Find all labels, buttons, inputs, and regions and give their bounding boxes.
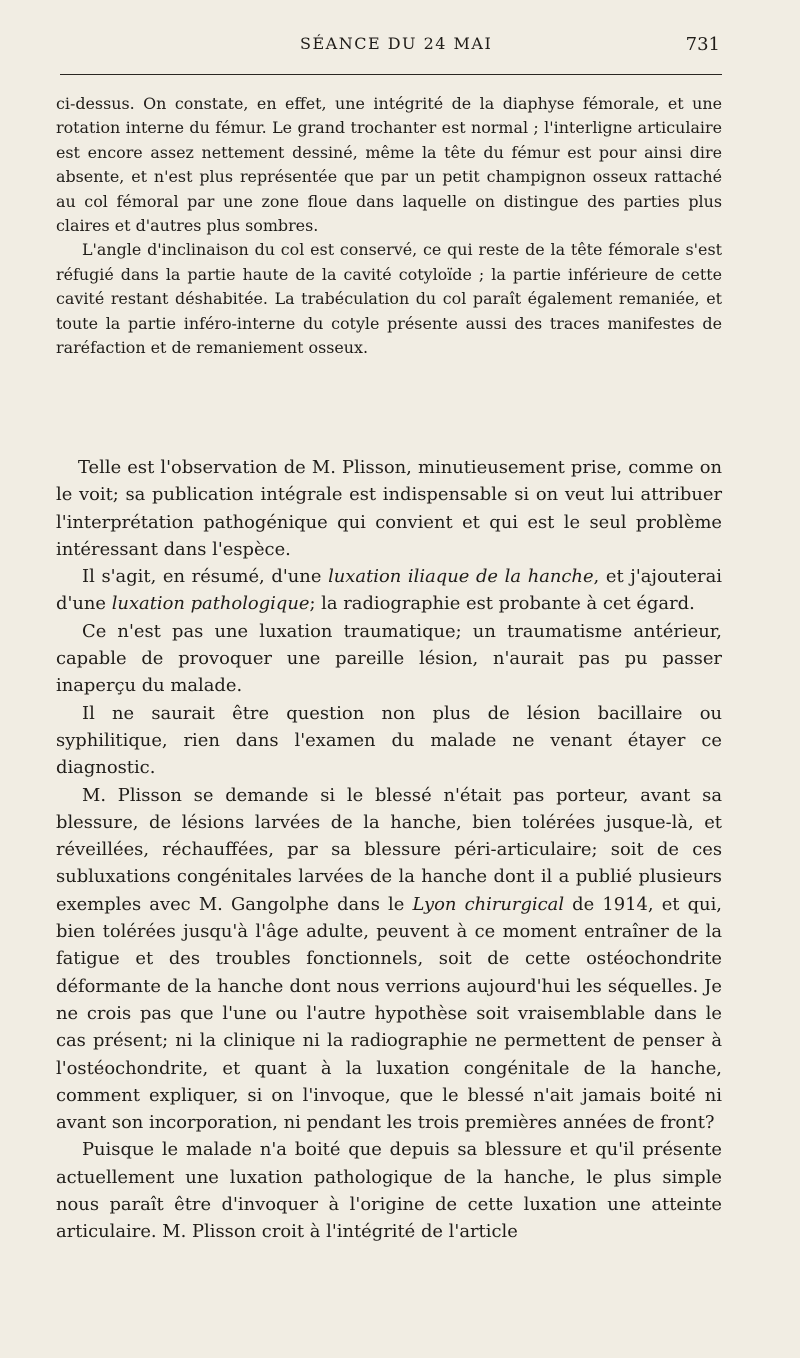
paragraph: Il ne saurait être question non plus de lésion bacillaire ou syphilitique, rien dans l'examen du malade ne venant étayer ce diagnostic. [56,702,722,779]
paragraph: Puisque le malade n'a boité que depuis sa blessure et qu'il présente actuellement une luxation pathologique de la hanche, le plus simple nous paraît être d'invoquer à l'origine de cette luxation une atteinte articulaire. M. Plisson croit à l'intégrité de l'article [56,1139,722,1243]
text-run: M. Plisson se demande si le blessé n'était pas porteur, avant sa blessure, de lésions larvées de la hanche, bien tolérées jusque-là, et réveillées, réchauffées, par sa blessure péri-articulaire; soit de ces subluxations congénitales larvées de la hanche dont il a publié plusieurs exemples avec M. Gangolphe dans le [56,784,722,915]
journal-title: Lyon chirurgical [412,893,565,915]
paragraph: Ce n'est pas une luxation traumatique; un traumatisme antérieur, capable de provoquer une pareille lésion, n'aurait pas pu passer inaperçu du malade. [56,620,722,697]
paragraph: L'angle d'inclinaison du col est conservé, ce qui reste de la tête fémorale s'est réfugié dans la partie haute de la cavité cotyloïde ; la partie inférieure de cette cavité restant déshabitée. La trabéculation du col paraît également remaniée, et toute la partie inféro-interne du cotyle présente aussi des traces manifestes de raréfaction et de remaniement osseux. [56,240,722,358]
paragraph: Telle est l'observation de M. Plisson, minutieusement prise, comme on le voit; sa publication intégrale est indispensable si on veut lui attribuer l'interprétation pathogénique qui convient et qui est le seul problème intéressant dans l'espèce. [56,457,722,560]
text-run: Il s'agit, en résumé, d'une [82,566,329,588]
running-title: SÉANCE DU 24 MAI [300,34,493,53]
paragraph [56,782,722,1137]
book-page [56,0,724,1358]
page-number: 731 [685,34,720,55]
observation-excerpt [56,92,722,360]
text-run: , et j'ajouterai d'une [56,566,722,615]
paragraph [56,563,722,618]
text-run: ; la radiographie est probante à cet égard. [309,593,695,615]
text-run: de 1914, et qui, bien tolérées jusqu'à l'âge adulte, peuvent à ce moment entraîner de la fatigue et des troubles fonctionnels, soit de cette ostéochondrite déformante de la hanche dont nous verrions aujourd'hui les séquelles. Je ne crois pas que l'une ou l'autre hypothèse soit vraisemblable dans le cas présent; ni la clinique ni la radiographie ne permettent de penser à l'ostéochondrite, et quant à la luxation congénitale de la hanche, comment expliquer, si on l'invoque, que le blessé n'ait jamais boité ni avant son incorporation, ni pendant les trois premières années de front? [56,893,722,1134]
page-header [56,34,720,58]
header-rule [60,74,722,75]
main-text [56,454,722,1246]
paragraph: ci-dessus. On constate, en effet, une intégrité de la diaphyse fémorale, et une rotation interne du fémur. Le grand trochanter est normal ; l'interligne articulaire est encore assez nettement dessiné, même la tête du fémur est pour ainsi dire absente, et n'est plus représentée que par un petit champignon osseux rattaché au col fémoral par une zone floue dans laquelle on distingue des parties plus claires et d'autres plus sombres. [56,94,722,236]
italic-term: luxation pathologique [111,593,310,615]
italic-term: luxation iliaque de la hanche [328,566,594,588]
